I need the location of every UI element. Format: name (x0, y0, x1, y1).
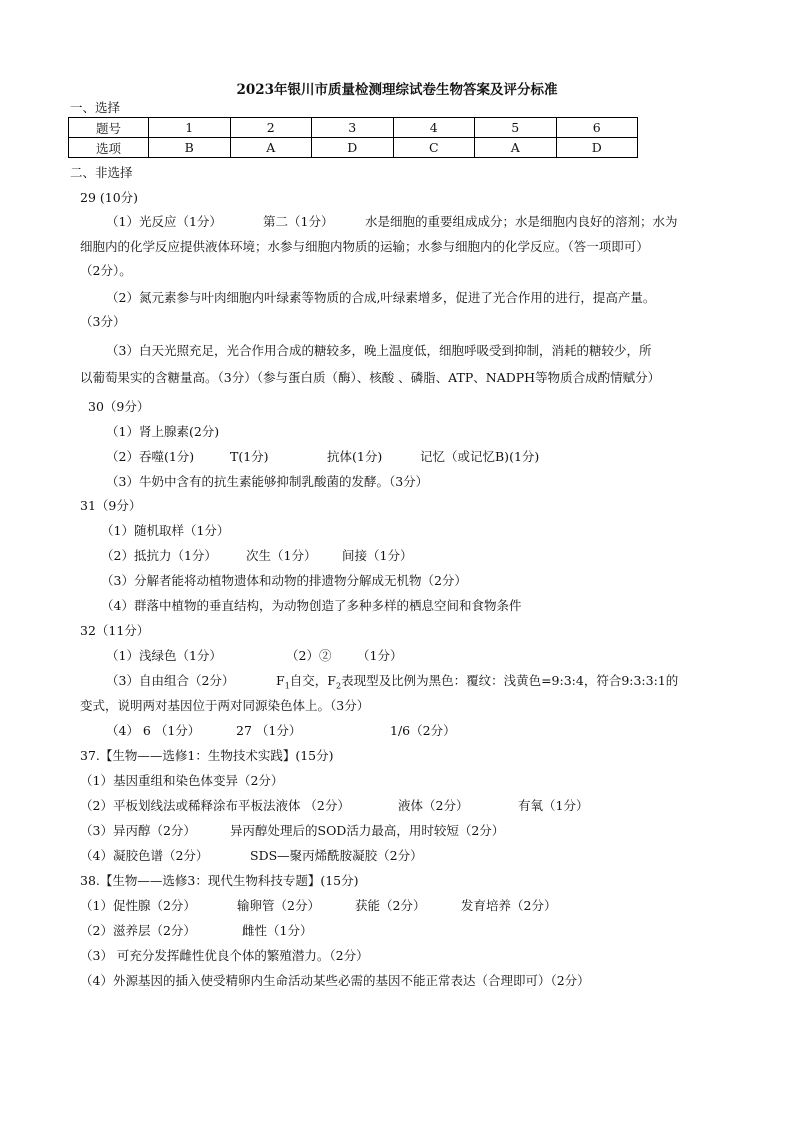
q37-p2a: （2）平板划线法或稀释涂布平板法液体 （2分） (80, 798, 350, 813)
q29-p1e: （2分）。 (80, 263, 132, 278)
table-cell: 4 (393, 118, 475, 138)
q37-heading: 37.【生物——选修1：生物技术实践】(15分) (80, 748, 334, 763)
q31-p4: （4）群落中植物的垂直结构，为动物创造了多种多样的栖息空间和食物条件 (101, 598, 522, 613)
table-row (69, 138, 638, 158)
q38-p1c: 获能（2分） (355, 898, 426, 913)
q30-p3: （3）牛奶中含有的抗生素能够抑制乳酸菌的发酵。（3分） (106, 474, 429, 489)
q32-p3c: 变式，说明两对基因位于两对同源染色体上。（3分） (80, 698, 370, 713)
q37-p2c: 有氧（1分） (518, 798, 589, 813)
q29-p1a: （1）光反应（1分） (106, 214, 222, 229)
q32-p1c: （1分） (357, 648, 403, 663)
q31-p2b: 次生（1分） (246, 548, 317, 563)
q37-p4a: （4）凝胶色谱（2分） (80, 848, 209, 863)
q37-p1: （1）基因重组和染色体变异（2分） (80, 773, 284, 788)
table-cell: A (230, 138, 312, 158)
answer-table (68, 117, 638, 158)
q38-p1a: （1）促性腺（2分） (80, 898, 196, 913)
q30-p2c: 抗体(1分) (327, 449, 383, 464)
table-cell: 选项 (69, 138, 149, 158)
q37-p2b: 液体（2分） (398, 798, 469, 813)
q29-p1b: 第二（1分） (263, 214, 334, 229)
q31-p2c: 间接（1分） (342, 548, 413, 563)
q31-p3: （3）分解者能将动植物遗体和动物的排遗物分解成无机物（2分） (101, 573, 467, 588)
q32-p3b: $F_1$自交，$F_2$表现型及比例为黑色：覆纹：浅黄色=9:3:4，符合9:3:3:1的 (276, 673, 679, 691)
q29-p3b: 以葡萄果实的含糖量高。（3分）（参与蛋白质（酶）、核酸 、磷脂、ATP、NADPH等物质合成酌情赋分） (80, 370, 661, 385)
q31-p1: （1）随机取样（1分） (101, 523, 230, 538)
table-row (69, 118, 638, 138)
q30-p2a: （2）吞噬(1分) (106, 449, 195, 464)
table-cell: 题号 (69, 118, 149, 138)
q30-p2d: 记忆（或记忆B)(1分) (420, 449, 540, 464)
table-cell: D (312, 138, 394, 158)
q29-p1d: 细胞内的化学反应提供液体环境；水参与细胞内物质的运输；水参与细胞内的化学反应。（答一项即可） (80, 239, 649, 254)
q38-p2a: （2）滋养层（2分） (80, 923, 196, 938)
table-cell: 2 (230, 118, 312, 138)
q38-p2b: 雌性（1分） (242, 923, 313, 938)
q32-p4a: （4） 6 （1分） (106, 723, 201, 738)
q31-heading: 31（9分） (80, 498, 142, 513)
q29-p3a: （3）白天光照充足，光合作用合成的糖较多，晚上温度低，细胞呼吸受到抑制，消耗的糖较少，所 (106, 343, 652, 358)
q30-p1: （1）肾上腺素(2分) (106, 424, 220, 439)
table-cell: C (393, 138, 475, 158)
table-cell: 6 (556, 118, 638, 138)
q29-heading: 29 (10分) (80, 190, 139, 205)
q32-p1b: （2）② (286, 648, 332, 663)
q29-p2b: （3分） (80, 314, 126, 329)
table-cell: D (556, 138, 638, 158)
table-cell: A (475, 138, 557, 158)
q38-p3: （3） 可充分发挥雌性优良个体的繁殖潜力。（2分） (80, 948, 369, 963)
table-cell: 1 (149, 118, 231, 138)
q38-p1b: 输卵管（2分） (237, 898, 320, 913)
page-title: 2023年银川市质量检测理综试卷生物答案及评分标准 (236, 82, 558, 98)
q29-p1c: 水是细胞的重要组成成分；水是细胞内良好的溶剂；水为 (365, 214, 678, 229)
q37-p3b: 异丙醇处理后的SOD活力最高，用时较短（2分） (230, 823, 505, 838)
q37-p4b: SDS—聚丙烯酰胺凝胶（2分） (250, 848, 423, 863)
q32-heading: 32（11分） (80, 623, 150, 638)
q30-heading: 30（9分） (88, 399, 150, 414)
q29-p2a: （2）氮元素参与叶肉细胞内叶绿素等物质的合成,叶绿素增多，促进了光合作用的进行，提高产量。 (106, 290, 656, 305)
section-nonchoice-heading: 二、非选择 (70, 165, 133, 180)
q32-p4b: 27 （1分） (236, 723, 302, 738)
q32-p3a: （3）自由组合（2分） (106, 673, 235, 688)
q37-p3a: （3）异丙醇（2分） (80, 823, 196, 838)
table-cell: 5 (475, 118, 557, 138)
q38-heading: 38.【生物——选修3：现代生物科技专题】(15分) (80, 873, 359, 888)
q38-p4: （4）外源基因的插入使受精卵内生命活动某些必需的基因不能正常表达（合理即可）（2分） (80, 973, 590, 988)
table-cell: 3 (312, 118, 394, 138)
q38-p1d: 发育培养（2分） (461, 898, 557, 913)
q31-p2a: （2）抵抗力（1分） (101, 548, 217, 563)
q32-p1a: （1）浅绿色（1分） (106, 648, 222, 663)
q32-p4c: 1/6（2分） (390, 723, 456, 738)
q30-p2b: T(1分) (230, 449, 269, 464)
section-choice-heading: 一、选择 (70, 100, 121, 115)
table-cell: B (149, 138, 231, 158)
